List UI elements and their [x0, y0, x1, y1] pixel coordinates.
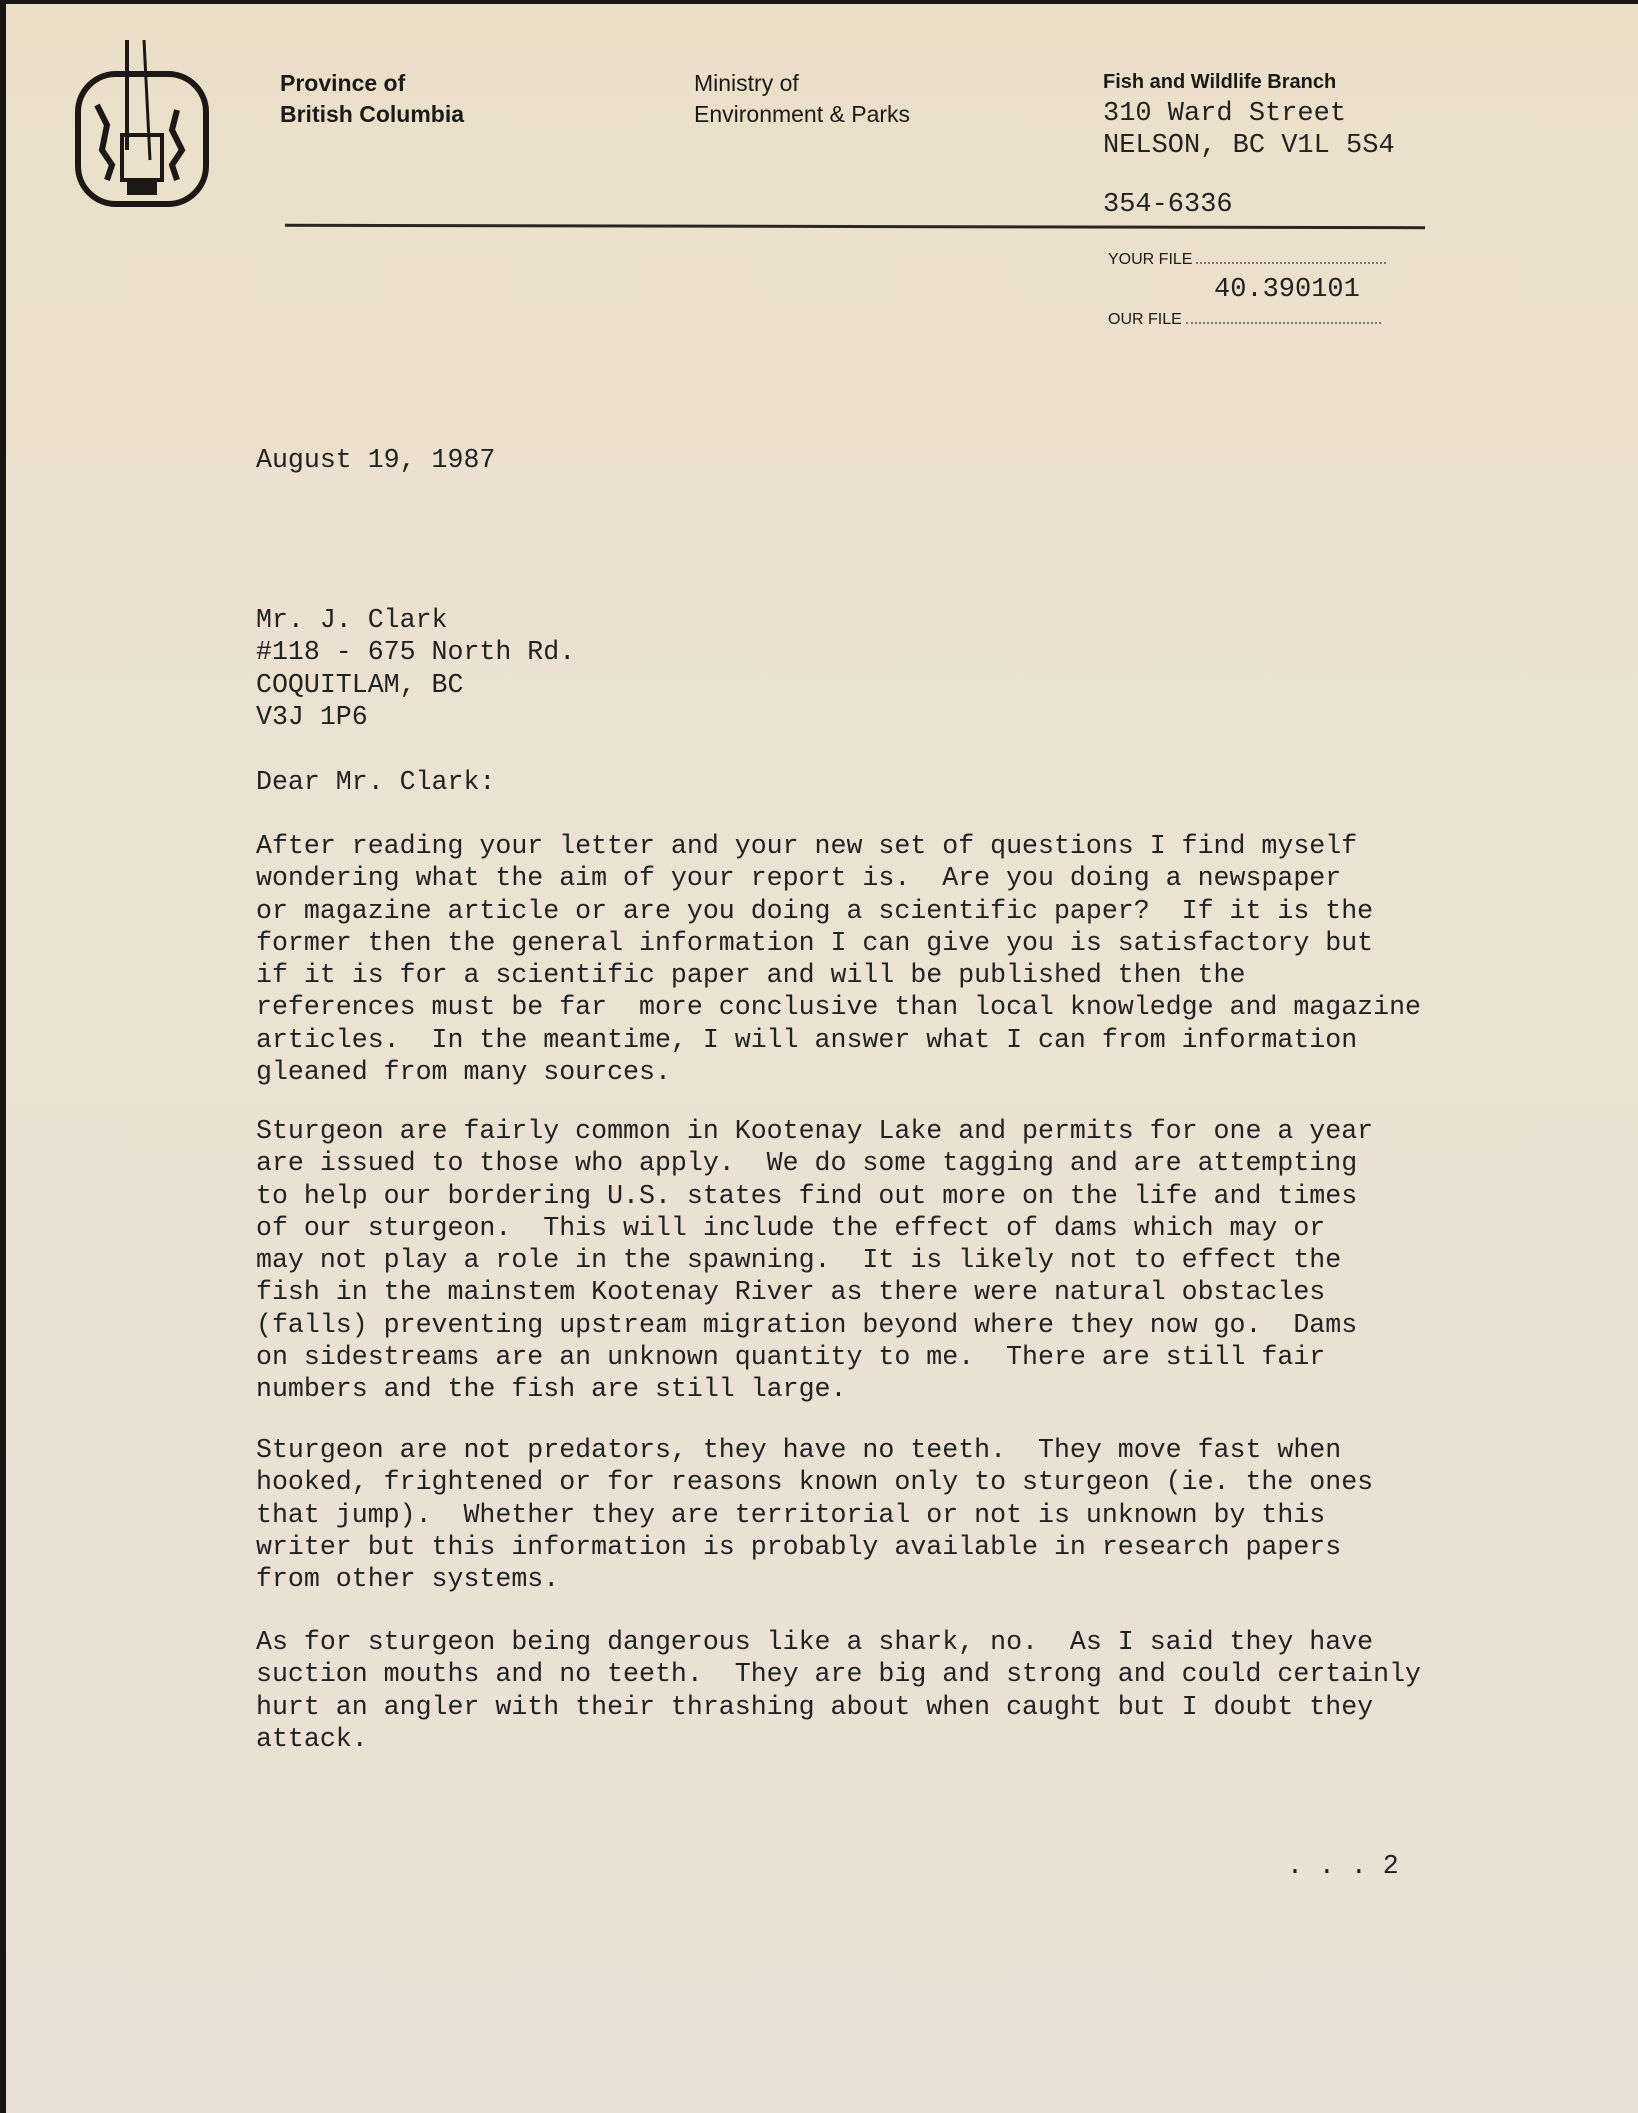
branch-address: [1103, 98, 1395, 162]
our-file-label: OUR FILE: [1108, 311, 1182, 328]
letter-page: [6, 4, 1638, 2113]
address-line: NELSON, BC V1L 5S4: [1103, 131, 1395, 161]
phone-number: 354-6336: [1103, 190, 1233, 220]
ministry-line: Environment & Parks: [694, 101, 911, 127]
recipient-line: #118 - 675 North Rd.: [256, 637, 576, 668]
salutation: Dear Mr. Clark:: [256, 767, 496, 797]
our-file-blank: [1186, 322, 1381, 324]
ministry-name: [694, 68, 910, 130]
our-file-value: 40.390101: [1214, 275, 1360, 305]
province-name: [280, 68, 464, 130]
body-paragraph: Sturgeon are fairly common in Kootenay Lake and permits for one a year are issued to those who apply. We do some tagging and are attempting to help our bordering U.S. states find out more on the life and times of our sturgeon. This will include the effect of dams which may or may not play a role in the spawning. It is likely not to effect the fish in the mainstem Kootenay River as there were natural obstacles (falls) preventing upstream migration beyond where they now go. Dams on sidestreams are an unknown quantity to me. There are still fair numbers and the fish are still large.: [256, 1116, 1374, 1405]
body-paragraph: After reading your letter and your new set of questions I find myself wondering what the aim of your report is. Are you doing a newspaper or magazine article or are you doing a scientific paper? If it is the former then the general information I can give you is satisfactory but if it is for a scientific paper and will be published then the references must be far more conclusive than local knowledge and magazine articles. In the meantime, I will answer what I can from information gleaned from many sources.: [256, 831, 1421, 1088]
your-file-label: YOUR FILE: [1108, 251, 1193, 268]
page-continuation: . . . 2: [1287, 1851, 1399, 1881]
ministry-line: Ministry of: [694, 70, 799, 96]
province-line: British Columbia: [280, 101, 465, 127]
your-file-field: [1108, 250, 1386, 270]
province-line: Province of: [280, 70, 406, 96]
body-paragraph: Sturgeon are not predators, they have no teeth. They move fast when hooked, frightened or for reasons known only to sturgeon (ie. the ones that jump). Whether they are territorial or not is unknown by this writer but this information is probably available in research papers from other systems.: [256, 1435, 1374, 1595]
recipient-line: COQUITLAM, BC: [256, 669, 464, 700]
recipient-line: Mr. J. Clark: [256, 605, 448, 635]
bc-coat-of-arms-logo: [72, 40, 212, 210]
letterhead-divider: [285, 224, 1425, 229]
letter-date: August 19, 1987: [256, 445, 496, 475]
branch-name: Fish and Wildlife Branch: [1103, 71, 1337, 93]
body-paragraph: As for sturgeon being dangerous like a shark, no. As I said they have suction mouths and no teeth. They are big and strong and could certainly hurt an angler with their thrashing about when caught but I doubt they attack.: [256, 1627, 1421, 1754]
our-file-field: [1108, 310, 1381, 330]
recipient-address: [256, 604, 575, 733]
recipient-line: V3J 1P6: [256, 701, 368, 732]
address-line: 310 Ward Street: [1103, 99, 1347, 129]
your-file-blank: [1196, 262, 1386, 264]
